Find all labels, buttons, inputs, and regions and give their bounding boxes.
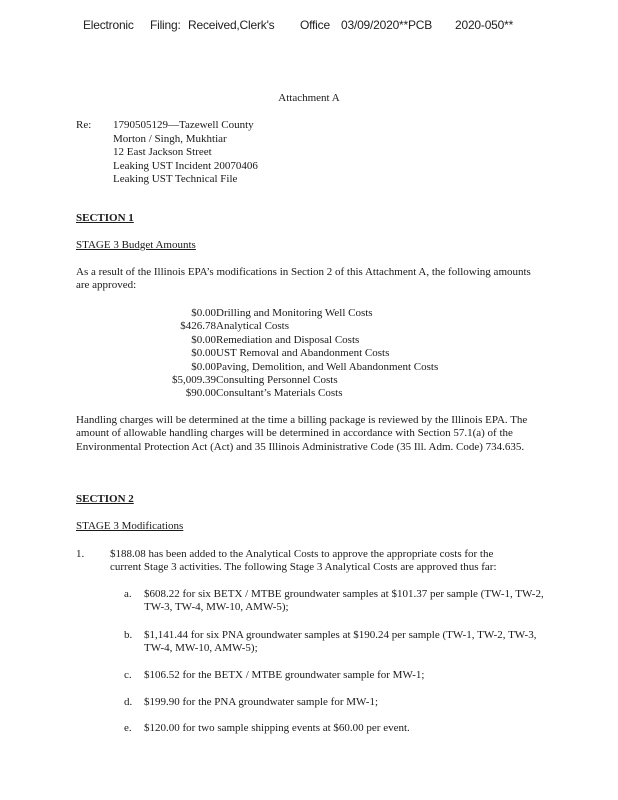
modification-item-number: 1. [76,548,85,560]
budget-amounts-table [76,307,476,401]
re-lines [113,119,258,187]
amount-row [76,361,476,374]
section-1-intro: As a result of the Illinois EPA’s modifications in Section 2 of this Attachment A, the following amounts are approved: [76,266,531,292]
amount-row [76,387,476,400]
approved-cost-text: $106.52 for the BETX / MTBE groundwater sample for MW-1; [144,669,425,681]
filing-label-text: Filing: [150,18,181,32]
filing-date-code: 03/09/2020**PCB [341,18,433,32]
approved-cost-text: $199.90 for the PNA groundwater sample for MW-1; [144,696,379,708]
re-line: Leaking UST Incident 20070406 [113,159,258,172]
amount-row [76,334,476,347]
amount-row [76,374,476,387]
amount-value: $0.00 [191,333,216,346]
section-2-heading: SECTION 2 [76,493,134,505]
amount-row [76,347,476,360]
amount-label: UST Removal and Abandonment Costs [216,347,390,360]
approved-cost-text: $120.00 for two sample shipping events at $60.00 per event. [144,722,410,734]
amount-label: Remediation and Disposal Costs [216,333,360,346]
approved-cost-letter: d. [124,696,133,708]
amount-label: Paving, Demolition, and Well Abandonment Costs [216,360,439,373]
re-line: 12 East Jackson Street [113,146,212,158]
handling-charges-paragraph: Handling charges will be determined at the time a billing package is reviewed by the Illinois EPA. The amount of allowable handling charges will be determined in accordance with Section 57.1(a) of the Environmental Protection Act (Act) and 35 Illinois Administrative Code (35 Ill. Adm. Code) 734.635. [76,414,528,453]
approved-cost-letter: b. [124,629,133,641]
amount-label: Drilling and Monitoring Well Costs [216,307,373,319]
attachment-title: Attachment A [278,92,340,104]
section-2-subheading: STAGE 3 Modifications [76,520,184,532]
filing-docket-number: 2020-050** [455,18,514,32]
amount-value: $5,009.39 [172,373,216,386]
amount-label: Consultant’s Materials Costs [216,387,343,400]
re-line: Leaking UST Technical File [113,173,238,185]
re-label: Re: [76,119,92,131]
filing-stamp-header [0,18,618,38]
amount-value: $90.00 [185,387,216,400]
section-1-heading: SECTION 1 [76,212,134,224]
amount-value: $0.00 [191,360,216,373]
re-line: Morton / Singh, Mukhtiar [113,132,227,145]
amount-label: Consulting Personnel Costs [216,373,338,386]
filing-received-text: Received,Clerk's [188,18,275,32]
amount-value: $0.00 [191,347,216,360]
filing-electronic-text: Electronic [83,18,134,32]
approved-cost-letter: c. [124,669,132,681]
approved-cost-text: $608.22 for six BETX / MTBE groundwater samples at $101.37 per sample (TW-1, TW-2, TW-3, TW-4, MW-10, AMW-5); [144,588,544,614]
re-line: 1790505129—Tazewell County [113,119,254,131]
section-1-subheading: STAGE 3 Budget Amounts [76,239,196,251]
amount-row [76,307,476,320]
amount-value: $0.00 [191,307,216,319]
amount-value: $426.78 [180,320,216,333]
filing-office-text: Office [300,18,330,32]
amount-label: Analytical Costs [216,320,290,333]
approved-cost-text: $1,141.44 for six PNA groundwater samples at $190.24 per sample (TW-1, TW-2, TW-3, TW-4, MW-10, AMW-5); [144,629,537,655]
approved-cost-letter: a. [124,588,132,600]
amount-row [76,320,476,333]
modification-item-text: $188.08 has been added to the Analytical Costs to approve the appropriate costs for the current Stage 3 activities. The following Stage 3 Analytical Costs are approved thus far: [110,548,497,574]
approved-cost-letter: e. [124,722,132,734]
